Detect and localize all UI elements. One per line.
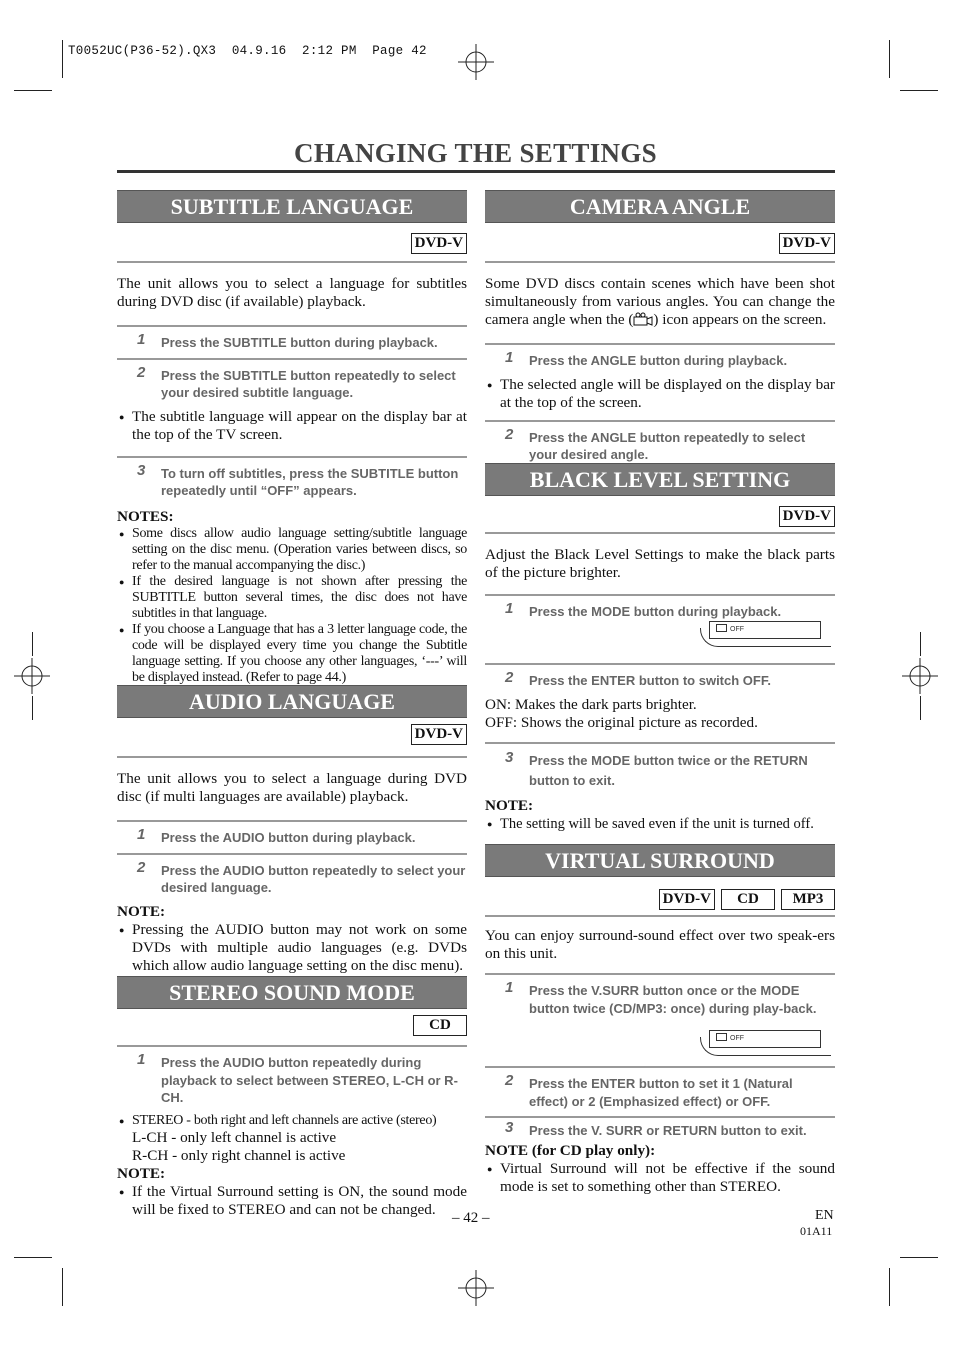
note-label: NOTE (for CD play only): [485,1141,656,1159]
note-label: NOTE: [485,796,534,814]
intro-text [485,275,835,329]
step-number: 1 [137,826,146,843]
tag-row [485,233,835,255]
step-text: Press the AUDIO button during playback. [161,830,416,845]
channel-line: R-CH - only right channel is active [132,1146,346,1164]
step-number: 2 [505,425,514,443]
osd-display [709,621,821,639]
divider [485,915,835,917]
divider [117,756,467,758]
osd-display [709,1030,821,1048]
note-item: ● Some discs allow audio language setting/subtitle language setting on the disc menu. (Operation varies between discs, so refer to the manual accompanying the disc.) [117,526,467,574]
left-column-lower [117,685,467,975]
tag-row [485,889,835,911]
disc-tag: DVD-V [659,889,715,910]
tag-row [117,1015,467,1037]
disc-tag: CD [413,1015,467,1036]
language-code: EN [815,1208,834,1223]
registration-mark-icon [458,1270,494,1306]
off-description: OFF: Shows the original picture as recorded. [485,713,758,731]
note-item: ● If you choose a Language that has a 3 letter language code, the code will be displayed every time you change the Subtitle language setting. If you choose any other languages, ‘---’ will be displayed instead. (Refer to page 44.) [117,622,467,686]
step-text: Press the AUDIO button repeatedly during playback to select between STEREO, L-CH or R-CH. [161,1055,458,1105]
channel-line: L-CH - only left channel is active [132,1128,337,1146]
step [117,458,467,506]
disc-tag: DVD-V [411,233,467,254]
step-text: Press the V. SURR or RETURN button to exit. [529,1123,807,1138]
crop-mark [62,40,63,78]
step-number: 1 [505,979,514,996]
crop-mark [889,40,890,78]
intro-text: You can enjoy surround-sound effect over two speak-ers on this unit. [485,927,835,962]
title-rule [117,170,835,173]
bullet-item: ● STEREO - both right and left channels are active (stereo) [117,1113,467,1129]
section-heading: STEREO SOUND MODE [117,976,467,1009]
step-number: 1 [505,600,514,617]
step-text: Press the AUDIO button repeatedly to select your desired language. [161,862,466,895]
step-number: 2 [137,858,146,876]
document-code: 01A11 [800,1224,833,1238]
right-column-bottom [485,844,835,1196]
crop-mark [62,1268,63,1306]
step-number: 3 [137,461,146,479]
notes-label: NOTES: [117,507,174,525]
step-text: Press the MODE button during playback. [529,604,782,619]
crop-mark [32,632,33,656]
registration-mark-icon [14,658,50,694]
divider [485,261,835,263]
tag-row [117,724,467,746]
step [485,975,835,1068]
step [485,665,835,696]
disc-tag: CD [721,889,775,910]
step [485,744,835,797]
intro-text-part: ) icon appears on the screen. [653,311,827,328]
note-item: ● The setting will be saved even if the unit is turned off. [485,815,835,833]
step-number: 1 [137,331,146,348]
step-number: 3 [505,1119,514,1136]
step [117,822,467,855]
crop-mark [900,90,938,91]
note-label: NOTE: [117,902,166,920]
crop-mark [920,632,921,656]
step-number: 1 [505,349,514,366]
disc-tag: DVD-V [779,506,835,527]
section-heading: AUDIO LANGUAGE [117,685,467,718]
print-slug: T0052UC(P36-52).QX3 04.9.16 2:12 PM Page 42 [68,44,427,58]
crop-mark [32,696,33,720]
left-column [117,190,467,686]
step [485,596,835,665]
registration-mark-icon [458,44,494,80]
page-number: – 42 – [452,1210,490,1226]
intro-text-part: Some DVD discs contain scenes which have been shot simultaneously from various angles. You can change the camera angle when the ( [485,275,835,328]
note-item: ● Pressing the AUDIO button may not work on some DVDs with multiple audio languages (e.g. DVDs which allow audio language setting on the disc menu). [117,921,467,975]
step-text: Press the SUBTITLE button during playback. [161,335,438,350]
step-text: Press the ENTER button to switch OFF. [529,673,771,688]
page-title: CHANGING THE SETTINGS [294,138,657,168]
osd-text: OFF [730,1035,744,1042]
step [485,1118,835,1142]
section-heading: BLACK LEVEL SETTING [485,463,835,496]
left-column-bottom [117,976,467,1219]
note-item: ● Virtual Surround will not be effective if the sound mode is set to something other than STEREO. [485,1160,835,1196]
step [117,855,467,903]
step-text: Press the ANGLE button during playback. [529,353,788,368]
intro-text: The unit allows you to select a language during DVD disc (if multi languages are available) playback. [117,770,467,805]
right-column [485,190,835,470]
tag-row [485,506,835,528]
step-number: 3 [505,748,514,766]
divider [485,532,835,534]
section-heading: CAMERA ANGLE [485,190,835,223]
step-text: Press the ENTER button to set it 1 (Natural effect) or 2 (Emphasized effect) or OFF. [529,1076,793,1109]
step-text: Press the SUBTITLE button repeatedly to select your desired subtitle language. [161,367,456,400]
section-heading: SUBTITLE LANGUAGE [117,190,467,223]
intro-text: Adjust the Black Level Settings to make the black parts of the picture brighter. [485,546,835,581]
step-number: 2 [505,1072,514,1089]
step [117,327,467,360]
step [485,1068,835,1118]
step-number: 2 [137,363,146,381]
osd-icon [716,624,727,632]
disc-tag: DVD-V [411,724,467,745]
osd-icon [716,1033,727,1041]
crop-mark [14,1257,52,1258]
disc-tag: MP3 [781,889,835,910]
crop-mark [920,696,921,720]
step [117,360,467,408]
step-text: Press the ANGLE button repeatedly to select your desired angle. [529,429,806,462]
note-label: NOTE: [117,1164,166,1182]
note-item: ● If the desired language is not shown after pressing the SUBTITLE button several times, the disc does not have subtitles in that language. [117,574,467,622]
right-column-mid [485,463,835,833]
step-text: To turn off subtitles, press the SUBTITLE button repeatedly until “OFF” appears. [161,465,459,498]
tag-row [117,233,467,255]
section-heading: VIRTUAL SURROUND [485,844,835,877]
crop-mark [889,1268,890,1306]
divider [117,261,467,263]
step [485,345,835,376]
step-number: 1 [137,1051,146,1068]
disc-tag: DVD-V [779,233,835,254]
intro-text: The unit allows you to select a language for subtitles during DVD disc (if available) playback. [117,275,467,310]
step-text: Press the MODE button twice or the RETURN button to exit. [529,752,808,788]
bullet-item: ● The subtitle language will appear on the display bar at the top of the TV screen. [117,408,467,444]
crop-mark [14,90,52,91]
crop-mark [900,1257,938,1258]
camera-angle-icon [633,312,653,326]
on-description: ON: Makes the dark parts brighter. [485,695,697,713]
step [117,1047,467,1113]
osd-text: OFF [730,626,744,633]
bullet-item: ● The selected angle will be displayed on the display bar at the top of the screen. [485,376,835,412]
note-item: ● If the Virtual Surround setting is ON, the sound mode will be fixed to STEREO and can not be changed. [117,1183,467,1219]
registration-mark-icon [902,658,938,694]
step-number: 2 [505,669,514,686]
step-text: Press the V.SURR button once or the MODE button twice (CD/MP3: once) during play-back. [529,983,817,1016]
